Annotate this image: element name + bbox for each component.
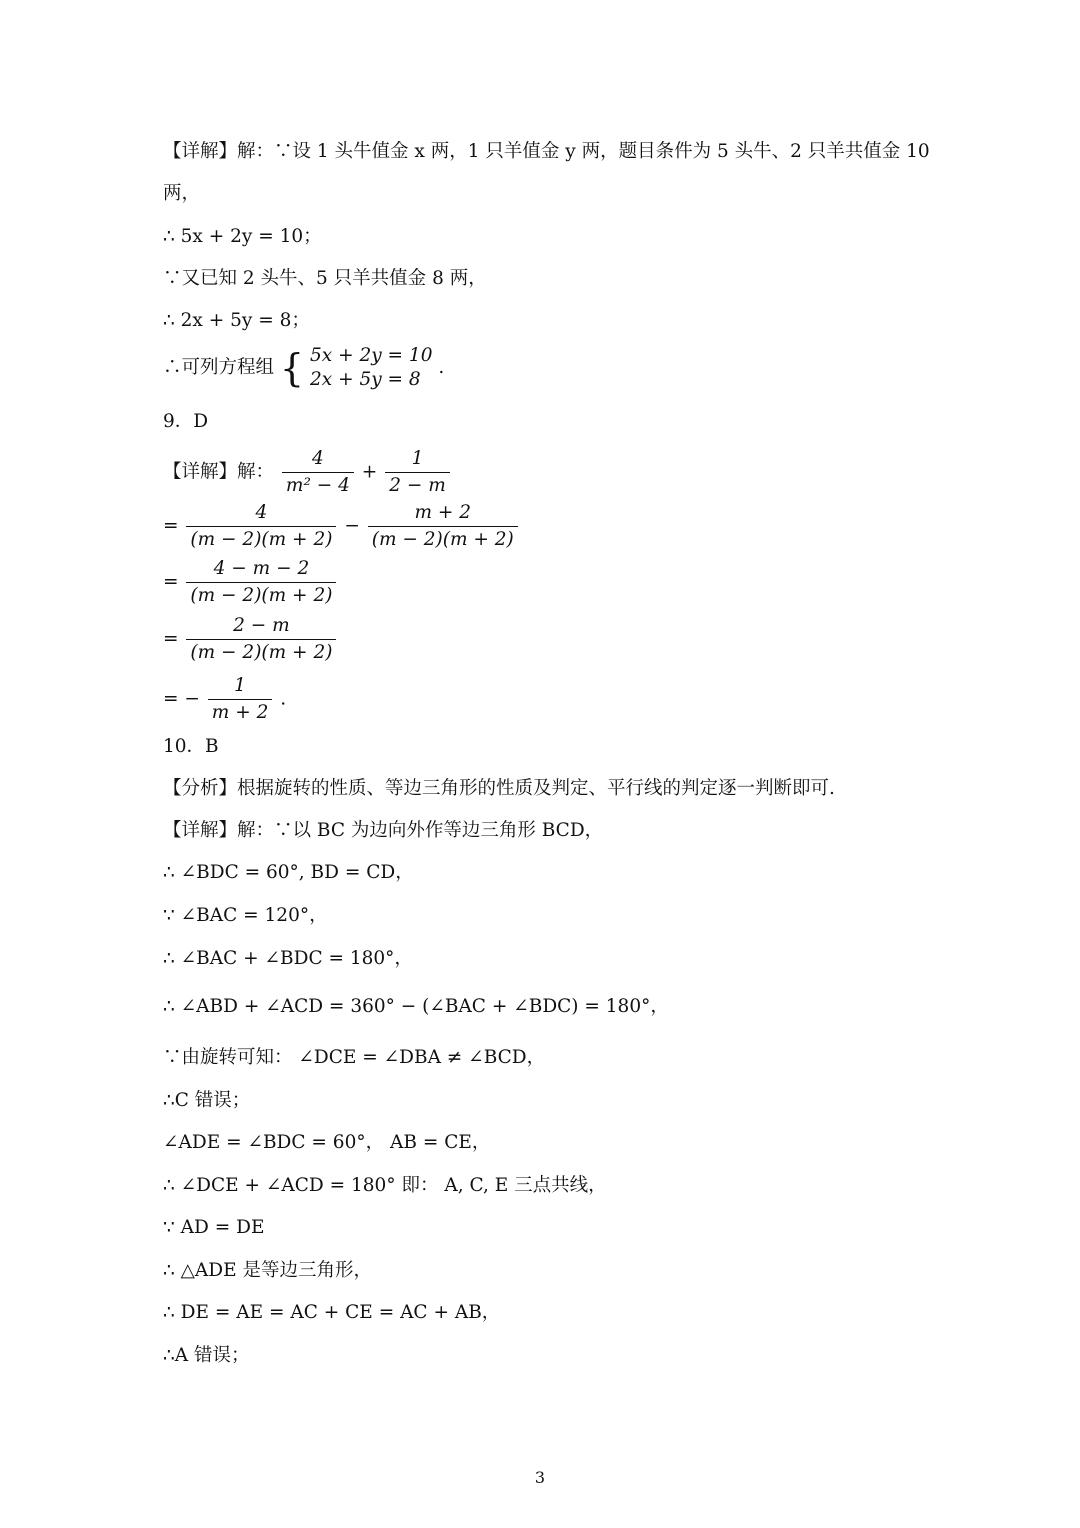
system-row-2: 2x + 5y = 8 [309, 369, 421, 390]
condition-line: ∵又已知 2 头牛、5 只羊共值金 8 两， [163, 268, 487, 289]
fraction-expression-line [163, 615, 338, 664]
proof-line: ∴C 错误； [163, 1090, 251, 1111]
proof-line: ∴A 错误； [163, 1345, 250, 1366]
proof-line: ∵ AD = DE [163, 1217, 265, 1238]
fraction-denominator: (m − 2)(m + 2) [371, 529, 514, 550]
system-suffix: . [438, 357, 445, 378]
fraction-numerator: 4 − m − 2 [186, 558, 336, 583]
proof-line: ∴ ∠BDC = 60°, BD = CD， [163, 862, 414, 883]
expression-suffix: . [280, 688, 287, 710]
equals-sign: = [163, 628, 179, 650]
fraction-numerator: 1 [208, 675, 273, 700]
detail-line: 【详解】解：∵以 BC 为边向外作等边三角形 BCD， [163, 820, 604, 841]
fraction [208, 675, 273, 724]
proof-line: ∴ ∠DCE + ∠ACD = 180° 即： A, C, E 三点共线， [163, 1175, 607, 1196]
operator: + [361, 461, 378, 483]
fraction-denominator: m² − 4 [285, 475, 350, 496]
proof-line: ∠ADE = ∠BDC = 60°， AB = CE， [163, 1132, 491, 1153]
equation-system [280, 344, 433, 392]
operator: − [344, 515, 360, 537]
detail-line-1: 【详解】解：∵设 1 头牛值金 x 两，1 只羊值金 y 两，题目条件为 5 头牛、2 只羊共值金 10 [163, 141, 930, 162]
fraction-numerator: m + 2 [368, 502, 518, 527]
equation-system-line [163, 344, 444, 392]
equation-line: ∴ 5x + 2y = 10； [163, 226, 322, 247]
fraction-expression-line [163, 448, 452, 497]
fraction-denominator: (m − 2)(m + 2) [190, 529, 333, 550]
fraction-numerator: 4 [186, 502, 336, 527]
proof-line: ∴ △ADE 是等边三角形， [163, 1260, 372, 1281]
fraction [186, 558, 336, 607]
system-row-1: 5x + 2y = 10 [309, 345, 433, 366]
fraction [282, 448, 354, 497]
answer-line: 9．D [163, 411, 209, 432]
equals-sign: = [163, 515, 179, 537]
equation-line: ∴ 2x + 5y = 8； [163, 310, 310, 331]
equals-sign: = [163, 571, 179, 593]
fraction-numerator: 2 − m [186, 615, 336, 640]
proof-line: ∴ ∠ABD + ∠ACD = 360° − (∠BAC + ∠BDC) = 180°， [163, 996, 669, 1017]
fraction [368, 502, 518, 551]
proof-line: ∴ DE = AE = AC + CE = AC + AB， [163, 1302, 501, 1323]
fraction-denominator: (m − 2)(m + 2) [190, 585, 333, 606]
fraction-denominator: m + 2 [211, 702, 269, 723]
fraction-expression-line [163, 675, 286, 724]
fraction-expression-line [163, 558, 338, 607]
fraction-expression-line [163, 502, 520, 551]
fraction-denominator: 2 − m [389, 475, 446, 496]
detail-line-2: 两， [163, 183, 201, 204]
page-number: 3 [534, 1468, 546, 1487]
analysis-line: 【分析】根据旋转的性质、等边三角形的性质及判定、平行线的判定逐一判断即可. [163, 778, 835, 799]
fraction-denominator: (m − 2)(m + 2) [190, 642, 333, 663]
proof-line: ∴ ∠BAC + ∠BDC = 180°， [163, 948, 413, 969]
proof-line: ∵由旋转可知： ∠DCE = ∠DBA ≠ ∠BCD， [163, 1047, 546, 1068]
expression-prefix: 【详解】解： [163, 461, 275, 483]
fraction-numerator: 4 [282, 448, 354, 473]
fraction [385, 448, 450, 497]
brace-icon: { [279, 346, 305, 390]
answer-line: 10．B [163, 736, 219, 757]
fraction [186, 615, 336, 664]
equals-sign: = − [163, 688, 200, 710]
system-prefix: ∴可列方程组 [163, 357, 275, 378]
proof-line: ∵ ∠BAC = 120°， [163, 905, 328, 926]
fraction-numerator: 1 [385, 448, 450, 473]
fraction [186, 502, 336, 551]
